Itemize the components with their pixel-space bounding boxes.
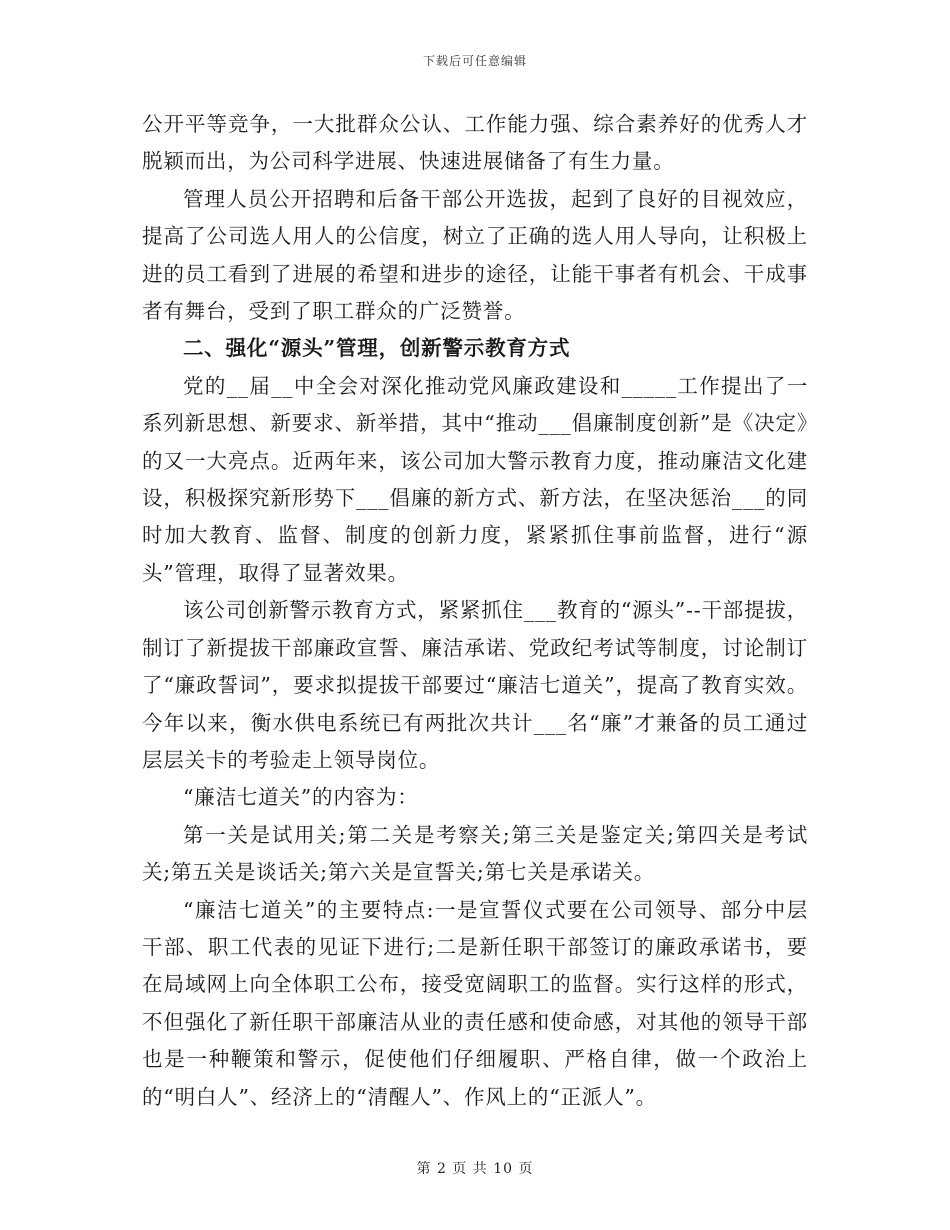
page-header: 下载后可任意编辑 [422,54,527,68]
paragraph: “廉洁七道关”的主要特点:一是宣誓仪式要在公司领导、部分中层干部、职工代表的见证下进行;二是新任职干部签订的廉政承诺书，要在局域网上向全体职工公布，接受宽阔职工的监督。实行这样的形式，不但强化了新任职干部廉洁从业的责任感和使命感，对其他的领导干部也是一种鞭策和警示，促使他们仔细履职、严格自律，做一个政治上的“明白人”、经济上的“清醒人”、作风上的“正派人”。 [142,897,808,1109]
paragraph: 管理人员公开招聘和后备干部公开选拔，起到了良好的目视效应，提高了公司选人用人的公信度，树立了正确的选人用人导向，让积极上进的员工看到了进展的希望和进步的途径，让能干事者有机会、干成事者有舞台，受到了职工群众的广泛赞誉。 [142,186,808,324]
paragraph: 第一关是试用关;第二关是考察关;第三关是鉴定关;第四关是考试关;第五关是谈话关;第六关是宣誓关;第七关是承诺关。 [142,822,808,885]
paragraph-continuation: 公开平等竞争，一大批群众公认、工作能力强、综合素养好的优秀人才脱颖而出，为公司科学进展、快速进展储备了有生力量。 [142,112,808,174]
document-body [142,106,808,1116]
paragraph: 党的__届__中全会对深化推动党风廉政建设和_____工作提出了一系列新思想、新要求、新举措，其中“推动___倡廉制度创新”是《决定》的又一大亮点。近两年来，该公司加大警示教育力度，推动廉洁文化建设，积极探究新形势下___倡廉的新方式、新方法，在坚决惩治___的同时加大教育、监督、制度的创新力度，紧紧抓住事前监督，进行“源头”管理，取得了显著效果。 [142,373,808,585]
paragraph: “廉洁七道关”的内容为： [183,785,419,810]
section-heading: 二、强化“源头”管理，创新警示教育方式 [183,336,571,361]
paragraph: 该公司创新警示教育方式，紧紧抓住___教育的“源头”--干部提拔，制订了新提拔干部廉政宣誓、廉洁承诺、党政纪考试等制度，讨论制订了“廉政誓词”，要求拟提拔干部要过“廉洁七道关”，提高了教育实效。今年以来，衡水供电系统已有两批次共计___名“廉”才兼备的员工通过层层关卡的考验走上领导岗位。 [142,598,808,772]
page-number: 第 2 页 共 10 页 [416,1161,534,1177]
